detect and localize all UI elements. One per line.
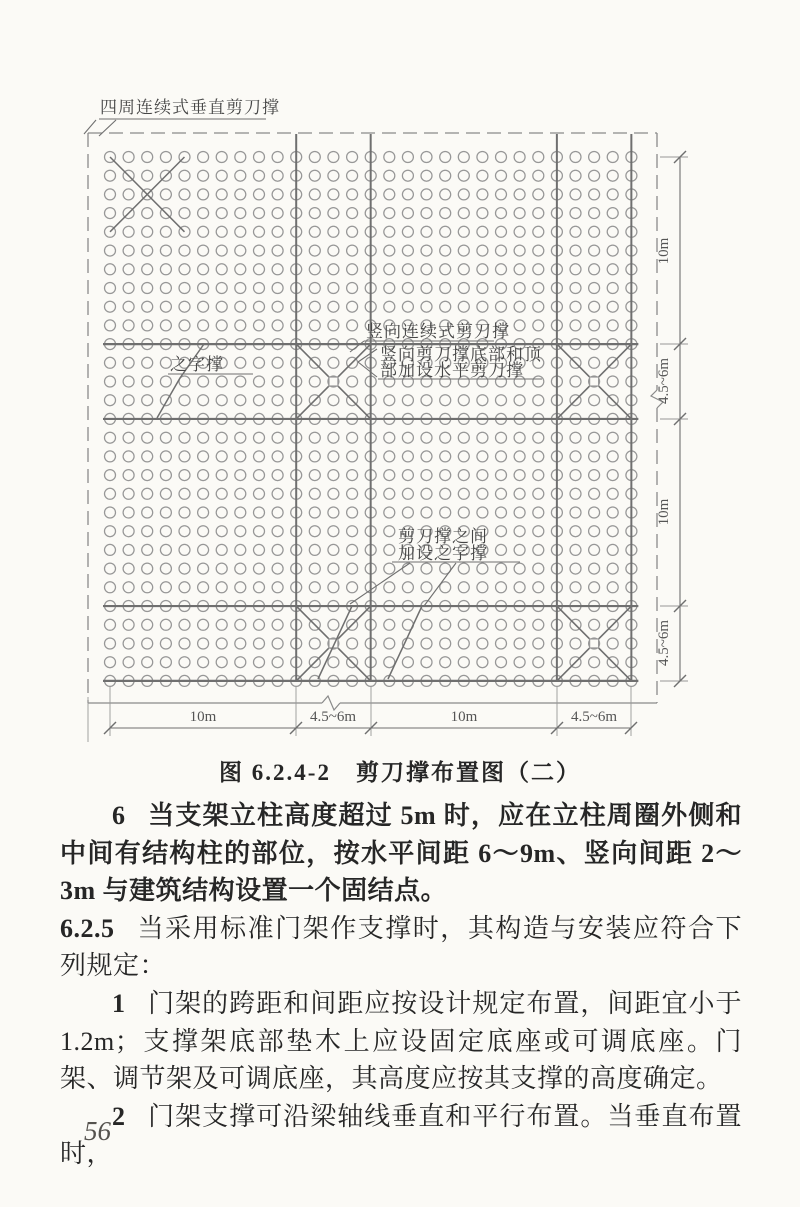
paragraph-item1 [60,985,742,1098]
dim-right-456m-top: 4.5~6m [656,357,672,405]
dimension-lines [88,151,688,742]
body-text [60,797,742,1173]
clause-text: 门架支撑可沿梁轴线垂直和平行布置。当垂直布置时， [60,1101,742,1169]
page-number: 56 [84,1116,111,1146]
paragraph-625 [60,910,742,985]
clause-text: 当支架立柱高度超过 5m 时，应在立柱周圈外侧和中间有结构柱的部位，按水平间距 6～9m、竖向间距 2～3m 与建筑结构设置一个固结点。 [60,801,742,906]
paragraph-item2 [60,1098,742,1173]
dim-right-456m-bottom: 4.5~6m [656,619,672,667]
dim-bottom-10m-left: 10m [189,709,217,725]
figure-caption: 图 6.2.4-2 剪刀撑布置图（二） [219,760,581,785]
paragraph-clause6 [60,797,742,910]
clause-number: 2 [112,1101,126,1131]
label-horizontal-brace-line1: 竖向剪刀撑底部和顶 [380,345,542,364]
dim-right-10m-bottom: 10m [656,498,672,526]
dim-bottom-10m-right: 10m [450,709,478,725]
dim-bottom-456m-right: 4.5~6m [570,709,618,725]
clause-number: 1 [112,988,126,1018]
dim-right-10m-top: 10m [656,237,672,265]
label-between-zigzag-line1: 剪刀撑之间 [398,527,488,546]
clause-number: 6 [112,801,126,830]
label-horizontal-brace-line2: 部加设水平剪刀撑 [380,361,524,380]
label-vertical-continuous-brace: 竖向连续式剪刀撑 [366,322,510,341]
label-perimeter-vertical-brace: 四周连续式垂直剪刀撑 [100,98,280,117]
label-between-zigzag-line2: 加设之字撑 [398,544,488,563]
label-zigzag-brace: 之字撑 [170,355,224,374]
dim-bottom-456m-left: 4.5~6m [309,709,357,725]
clause-text: 当采用标准门架作支撑时，其构造与安装应符合下列规定： [60,913,742,981]
clause-number: 6.2.5 [60,913,115,943]
clause-text: 门架的跨距和间距应按设计规定布置，间距宜小于 1.2m；支撑架底部垫木上应设固定底座或可调底座。门架、调节架及可调底座，其高度应按其支撑的高度确定。 [60,988,742,1094]
